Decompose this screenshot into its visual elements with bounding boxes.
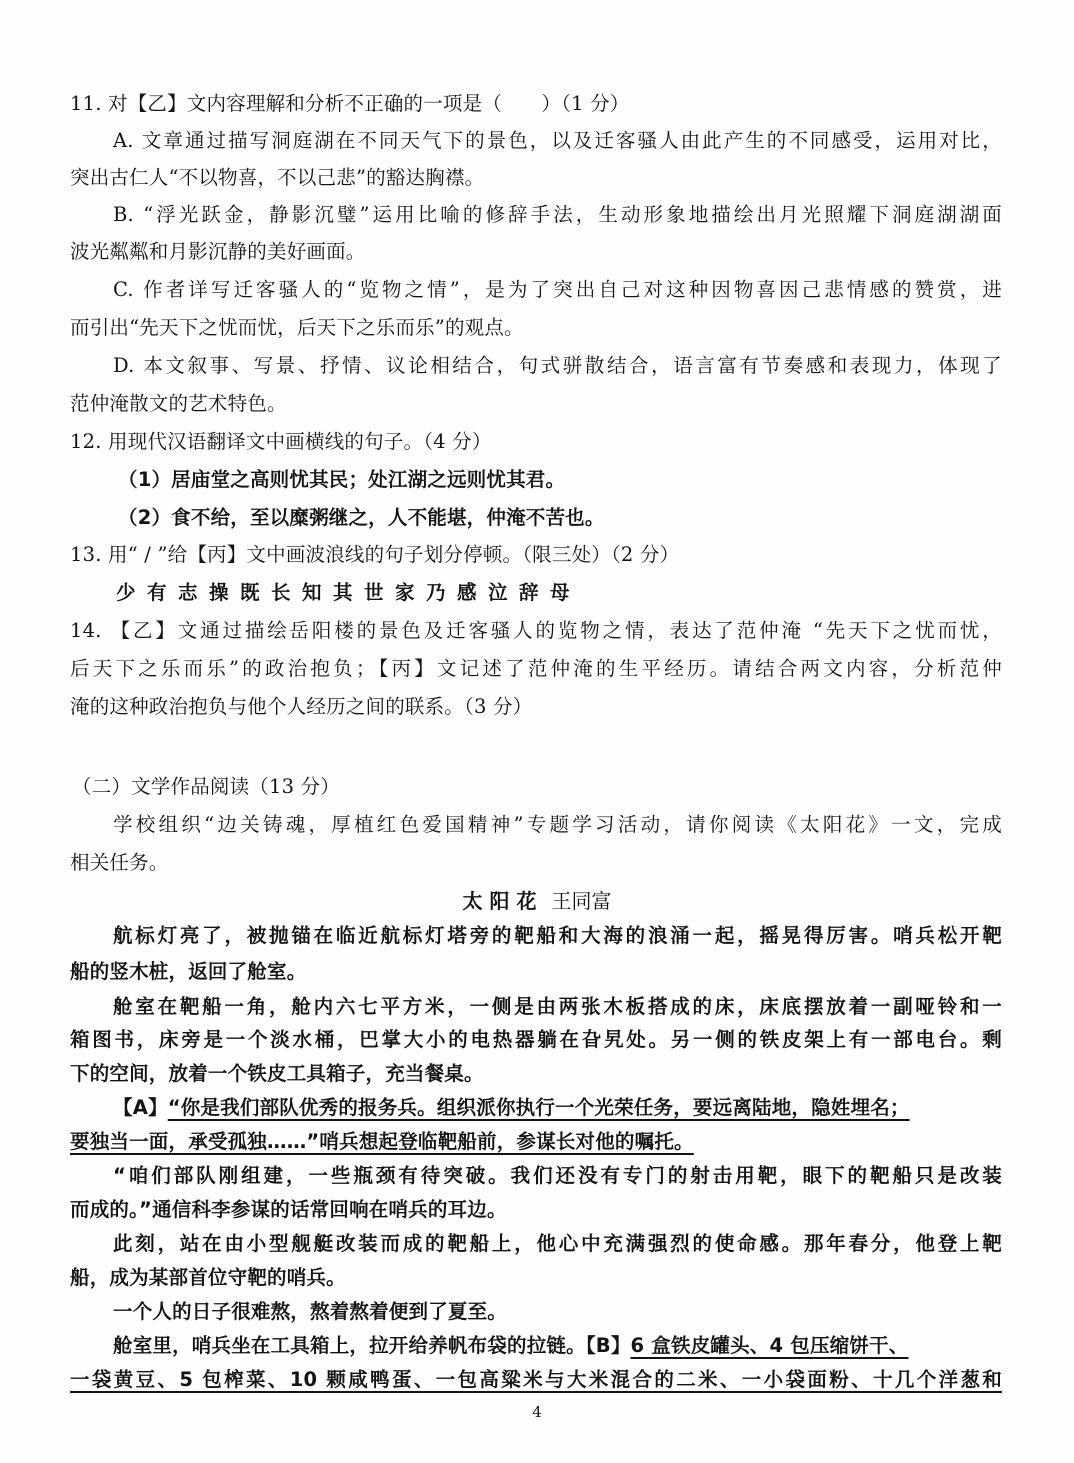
q11-option-c-line1: C. 作者详写迁客骚人的“览物之情”，是为了突出自己对这种因物喜因己悲情感的赞赏，进 <box>113 278 1002 301</box>
section-intro-line1: 学校组织“边关铸魂，厚植红色爱国精神”专题学习活动，请你阅读《太阳花》一文，完成 <box>113 813 1002 836</box>
q11-option-a-line2: 突出古仁人“不以物喜，不以己悲”的豁达胸襟。 <box>70 166 485 189</box>
story-p6: 一个人的日子很难熬，熬着熬着便到了夏至。 <box>113 1300 508 1323</box>
marker-a: 【A】 <box>113 1096 168 1119</box>
story-p2-line1: 舱室在靶船一角，舱内六七平方米，一侧是由两张木板搭成的床，床底摆放着一副哑铃和一 <box>113 995 1002 1018</box>
q13-sentence: 少有志操既长知其世家乃感泣辞母 <box>116 581 582 604</box>
story-p4-line1: “咱们部队刚组建，一些瓶颈有待突破。我们还没有专门的射击用靶，眼下的靶船只是改装 <box>113 1164 1002 1187</box>
emphasis-dot-char: 不 <box>344 92 365 115</box>
story-p5-line2: 船，成为某部首位守靶的哨兵。 <box>70 1266 346 1289</box>
q14-line3: 淹的这种政治抱负与他个人经历之间的联系。（3 分） <box>70 695 533 718</box>
section-intro-line2: 相关任务。 <box>70 851 169 874</box>
underlined-passage-b-cont: 一袋黄豆、5 包榨菜、10 颗咸鸭蛋、一包高粱米与大米混合的二米、一小袋面粉、十几个洋葱和 <box>70 1368 1002 1391</box>
underlined-passage-b: 6 盒铁皮罐头、4 包压缩饼干、 <box>630 1334 909 1357</box>
q12-sentence-1: （1）居庙堂之高则忧其民；处江湖之远则忧其君。 <box>118 468 566 491</box>
story-p1-line1: 航标灯亮了，被抛锚在临近航标灯塔旁的靶船和大海的浪涌一起，摇晃得厉害。哨兵松开靶 <box>113 924 1002 947</box>
q11-option-a-line1: A. 文章通过描写洞庭湖在不同天气下的景色，以及迁客骚人由此产生的不同感受，运用对比， <box>113 129 1002 152</box>
q11-stem: 11. 对【乙】文内容理解和分析不正确的一项是（ ）（1 分） <box>70 92 630 115</box>
marker-b: 【B】 <box>585 1334 631 1357</box>
page-number: 4 <box>532 1403 542 1421</box>
story-p3-line1 <box>113 1092 1002 1120</box>
q11-option-d-line1: D. 本文叙事、写景、抒情、议论相结合，句式骈散结合，语言富有节奏感和表现力，体现了 <box>113 354 1002 377</box>
emphasis-dot-char: 正 <box>364 92 384 115</box>
q14-line1: 14. 【乙】文通过描绘岳阳楼的景色及迁客骚人的览物之情，表达了范仲淹 “先天下之忧而忧， <box>70 619 1002 642</box>
story-p7-line1: 舱室里，哨兵坐在工具箱上，拉开给养帆布袋的拉链。【B】6 盒铁皮罐头、4 包压缩饼干、 <box>113 1334 909 1357</box>
underlined-passage-a: “你是我们部队优秀的报务兵。组织派你执行一个光荣任务，要远离陆地，隐姓埋名； <box>167 1096 910 1119</box>
q12-sentence-2: （2）食不给，至以糜粥继之，人不能堪，仲淹不苦也。 <box>118 506 605 529</box>
story-p1-line2: 船的竖木桩，返回了舱室。 <box>70 960 307 983</box>
q12-stem: 12. 用现代汉语翻译文中画横线的句子。（4 分） <box>70 430 492 453</box>
story-p2-line2: 箱图书，床旁是一个淡水桶，巴掌大小的电热器躺在旮旯处。另一侧的铁皮架上有一部电台。剩 <box>70 1028 1002 1051</box>
q11-option-c-line2: 而引出“先天下之忧而忧，后天下之乐而乐”的观点。 <box>70 316 524 339</box>
q14-line2: 后天下之乐而乐”的政治抱负；【丙】文记述了范仲淹的生平经历。请结合两文内容，分析范仲 <box>70 657 1002 680</box>
q11-option-d-line2: 范仲淹散文的艺术特色。 <box>70 392 287 415</box>
story-p3-line2 <box>70 1126 1002 1154</box>
q11-option-b-line1: B. “浮光跃金，静影沉璧”运用比喻的修辞手法，生动形象地描绘出月光照耀下洞庭湖湖面 <box>113 203 1002 226</box>
q13-stem: 13. 用“ / ”给【丙】文中画波浪线的句子划分停顿。（限三处）（2 分） <box>70 543 680 566</box>
story-p7-line2 <box>70 1364 1002 1392</box>
story-title <box>0 885 1074 914</box>
story-p4-line2: 而成的。”通信科李参谋的话常回响在哨兵的耳边。 <box>70 1198 507 1221</box>
story-title-text: 太阳花 <box>462 889 544 913</box>
emphasis-dot-char: 确 <box>383 92 404 115</box>
story-p2-line3: 下的空间，放着一个铁皮工具箱子，充当餐桌。 <box>70 1062 484 1085</box>
story-author: 王同富 <box>551 889 612 913</box>
underlined-passage-a-cont: 要独当一面，承受孤独……”哨兵想起登临靶船前，参谋长对他的嘱托。 <box>70 1130 694 1153</box>
section-heading: （二）文学作品阅读（13 分） <box>72 775 341 798</box>
q11-option-b-line2: 波光粼粼和月影沉静的美好画面。 <box>70 240 366 263</box>
story-p5-line1: 此刻，站在由小型舰艇改装而成的靶船上，他心中充满强烈的使命感。那年春分，他登上靶 <box>113 1232 1002 1255</box>
